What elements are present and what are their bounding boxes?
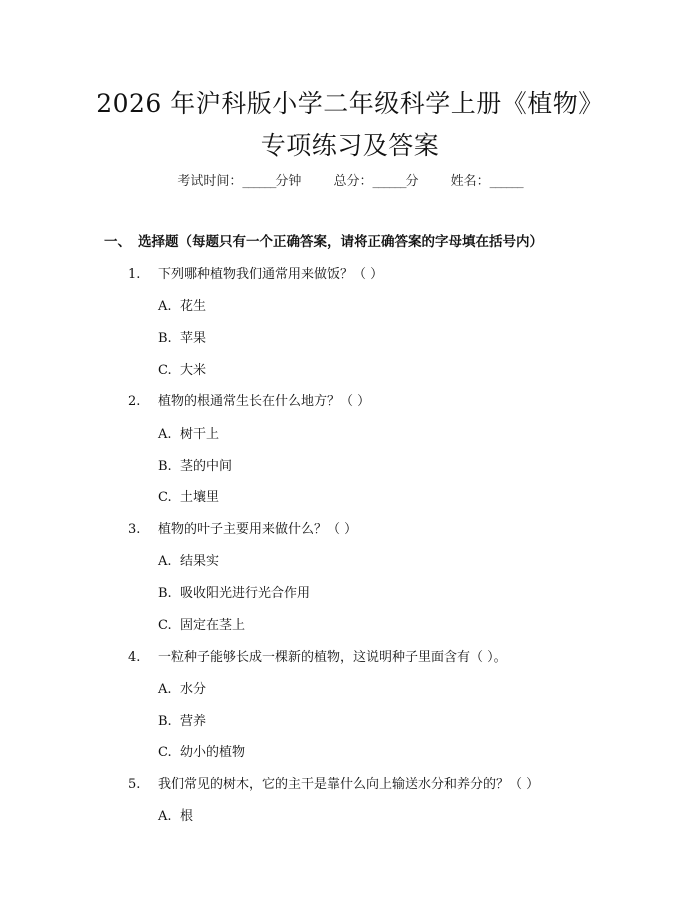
question-2-option-b: [158, 455, 232, 474]
option-text: 大米: [180, 363, 207, 378]
question-text: 下列哪种植物我们通常用来做饭？（ ）: [158, 267, 384, 282]
option-letter: A.: [158, 554, 172, 569]
question-4-option-b: [158, 710, 206, 729]
option-letter: A.: [158, 427, 172, 442]
page-title-line-1: 2026 年沪科版小学二年级科学上册《植物》: [96, 89, 604, 118]
total-score-blank: ______: [372, 174, 406, 189]
question-1: [128, 263, 383, 282]
question-1-option-a: [158, 295, 206, 314]
option-text: 树干上: [180, 427, 220, 442]
question-4: [128, 646, 507, 665]
option-text: 幼小的植物: [180, 745, 246, 760]
option-letter: B.: [158, 714, 172, 729]
question-3-option-a: [158, 550, 219, 569]
option-text: 吸收阳光进行光合作用: [180, 586, 311, 601]
option-letter: B.: [158, 586, 172, 601]
total-score-unit: 分: [405, 174, 419, 189]
student-name-field: [451, 174, 523, 189]
total-score-label: 总分：: [333, 174, 373, 189]
question-text: 植物的叶子主要用来做什么？（ ）: [158, 522, 358, 537]
option-text: 水分: [180, 682, 207, 697]
student-name-label: 姓名：: [450, 174, 490, 189]
question-number: 2.: [128, 394, 141, 409]
exam-time-blank: ______: [242, 174, 276, 189]
question-3-option-b: [158, 582, 310, 601]
option-text: 茎的中间: [180, 459, 233, 474]
section-heading: [104, 230, 543, 250]
question-text: 一粒种子能够长成一棵新的植物，这说明种子里面含有（ ）。: [158, 650, 507, 665]
option-letter: B.: [158, 331, 172, 346]
question-3: [128, 518, 357, 537]
question-number: 4.: [128, 650, 141, 665]
option-letter: C.: [158, 363, 172, 378]
exam-time-label: 考试时间：: [177, 174, 243, 189]
option-text: 土壤里: [180, 490, 220, 505]
question-text: 我们常见的树木，它的主干是靠什么向上输送水分和养分的？（ ）: [158, 777, 540, 792]
option-text: 结果实: [180, 554, 220, 569]
exam-info-line: [0, 170, 700, 189]
question-number: 1.: [128, 267, 141, 282]
option-letter: A.: [158, 809, 172, 824]
option-letter: C.: [158, 745, 172, 760]
question-2: [128, 390, 370, 409]
option-text: 花生: [180, 299, 207, 314]
option-letter: B.: [158, 459, 172, 474]
question-number: 5.: [128, 777, 141, 792]
option-letter: A.: [158, 682, 172, 697]
option-letter: C.: [158, 618, 172, 633]
section-instructions: 选择题（每题只有一个正确答案，请将正确答案的字母填在括号内）: [138, 234, 543, 250]
option-text: 营养: [180, 714, 207, 729]
exam-time-unit: 分钟: [275, 174, 302, 189]
option-text: 根: [180, 809, 194, 824]
question-4-option-a: [158, 678, 206, 697]
option-text: 苹果: [180, 331, 207, 346]
section-number: 一、: [104, 234, 131, 250]
question-1-option-c: [158, 359, 206, 378]
question-2-option-a: [158, 423, 219, 442]
total-score-field: [333, 174, 422, 189]
question-1-option-b: [158, 327, 206, 346]
question-2-option-c: [158, 486, 219, 505]
option-text: 固定在茎上: [180, 618, 246, 633]
page-title-line-2: 专项练习及答案: [260, 131, 440, 160]
option-letter: A.: [158, 299, 172, 314]
question-5-option-a: [158, 805, 193, 824]
question-3-option-c: [158, 614, 245, 633]
exam-time-field: [177, 174, 305, 189]
option-letter: C.: [158, 490, 172, 505]
question-number: 3.: [128, 522, 141, 537]
question-5: [128, 773, 539, 792]
question-4-option-c: [158, 741, 245, 760]
question-text: 植物的根通常生长在什么地方？（ ）: [158, 394, 371, 409]
student-name-blank: ______: [489, 174, 523, 189]
